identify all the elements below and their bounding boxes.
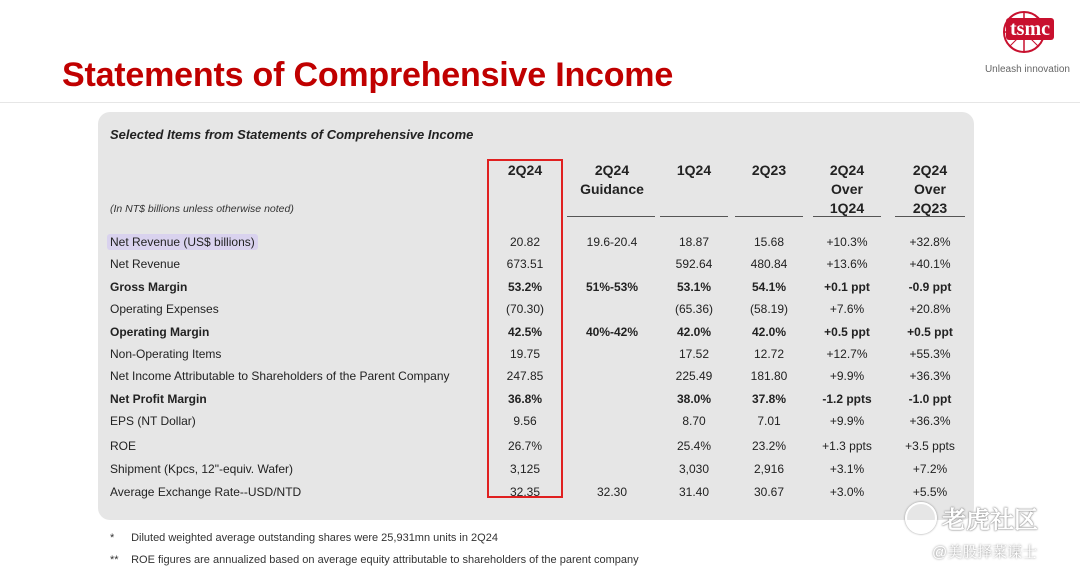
header-line: 2Q24	[829, 162, 865, 178]
cell-2q23: 42.0%	[751, 325, 787, 339]
cell-1q24: 18.87	[678, 235, 710, 249]
cell-2q24: 32.35	[509, 485, 541, 499]
cell-over-1q24: +10.3%	[826, 235, 868, 249]
cell-2q24: 3,125	[509, 462, 541, 476]
watermark-circle-icon	[905, 502, 937, 534]
column-header-over-2q23	[892, 161, 968, 218]
brand	[980, 8, 1070, 74]
cell-guidance: 51%-53%	[585, 280, 639, 294]
row-label-non-operating-items: Non-Operating Items	[110, 347, 222, 361]
row-label-shipment: Shipment (Kpcs, 12"-equiv. Wafer)	[110, 462, 293, 476]
cell-over-2q23: +36.3%	[909, 369, 951, 383]
cell-2q23: 480.84	[750, 257, 788, 271]
footnote-text: ROE figures are annualized based on average equity attributable to shareholders of the parent company	[131, 554, 639, 566]
row-label-roe: ROE	[110, 439, 137, 453]
row-label-net-revenue: Net Revenue	[110, 257, 181, 271]
header-rule	[735, 216, 803, 217]
cell-over-1q24: +3.0%	[829, 485, 865, 499]
cell-1q24: 25.4%	[676, 439, 712, 453]
column-header-2q23	[731, 161, 807, 180]
header-rule	[660, 216, 728, 217]
cell-2q23: 181.80	[750, 369, 788, 383]
cell-1q24: (65.36)	[674, 302, 714, 316]
cell-2q24: 20.82	[509, 235, 541, 249]
header-line: Over	[914, 181, 946, 197]
header-rule	[813, 216, 881, 217]
cell-2q24: 19.75	[509, 347, 541, 361]
cell-over-2q23: +36.3%	[909, 414, 951, 428]
cell-over-2q23: +20.8%	[909, 302, 951, 316]
cell-1q24: 592.64	[675, 257, 713, 271]
footnote-mark: *	[110, 532, 115, 544]
cell-2q24: 53.2%	[507, 280, 543, 294]
row-label-operating-expenses: Operating Expenses	[110, 302, 219, 316]
cell-1q24: 42.0%	[676, 325, 712, 339]
header-line: 1Q24	[829, 200, 865, 216]
cell-over-1q24: -1.2 ppts	[822, 392, 872, 406]
cell-over-1q24: +13.6%	[826, 257, 868, 271]
cell-2q23: 23.2%	[751, 439, 787, 453]
cell-2q23: 37.8%	[751, 392, 787, 406]
cell-1q24: 17.52	[678, 347, 710, 361]
cell-2q23: (58.19)	[749, 302, 789, 316]
cell-over-1q24: +9.9%	[829, 414, 865, 428]
table-caption: Selected Items from Statements of Comprehensive Income	[110, 127, 474, 142]
row-label-eps: EPS (NT Dollar)	[110, 414, 196, 428]
cell-over-2q23: -1.0 ppt	[908, 392, 952, 406]
brand-tagline: Unleash innovation	[984, 64, 1070, 75]
title-divider	[0, 102, 1080, 103]
highlighted-label: Net Revenue (US$ billions)	[107, 234, 258, 250]
cell-1q24: 225.49	[675, 369, 713, 383]
column-header-over-1q24	[809, 161, 885, 218]
cell-2q24: 9.56	[513, 414, 537, 428]
cell-guidance: 40%-42%	[585, 325, 639, 339]
cell-over-1q24: +0.5 ppt	[824, 325, 870, 339]
cell-guidance: 19.6-20.4	[586, 235, 638, 249]
row-label-net-income: Net Income Attributable to Shareholders of the Parent Company	[110, 369, 450, 383]
column-header-guidance	[567, 161, 657, 199]
header-rule	[567, 216, 655, 217]
header-line: 2Q23	[912, 200, 948, 216]
cell-2q24: 673.51	[506, 257, 544, 271]
cell-over-2q23: +7.2%	[912, 462, 948, 476]
watermark-community: 老虎社区	[942, 507, 1038, 534]
row-label-net-profit-margin: Net Profit Margin	[110, 392, 207, 406]
row-label-operating-margin: Operating Margin	[110, 325, 210, 339]
cell-1q24: 31.40	[678, 485, 710, 499]
cell-guidance: 32.30	[596, 485, 628, 499]
cell-over-2q23: -0.9 ppt	[908, 280, 952, 294]
cell-2q24: 247.85	[506, 369, 544, 383]
footnote-text: Diluted weighted average outstanding shares were 25,931mn units in 2Q24	[131, 532, 498, 544]
cell-2q24: 26.7%	[507, 439, 543, 453]
cell-2q23: 2,916	[753, 462, 785, 476]
units-note: (In NT$ billions unless otherwise noted)	[110, 203, 294, 215]
cell-2q23: 12.72	[753, 347, 785, 361]
footnote-diluted-shares	[110, 532, 498, 544]
row-label-net-revenue-usd	[110, 235, 258, 249]
cell-1q24: 8.70	[682, 414, 706, 428]
cell-over-2q23: +5.5%	[912, 485, 948, 499]
header-line: 2Q24	[507, 162, 543, 178]
header-line: 1Q24	[676, 162, 712, 178]
footnote-mark: **	[110, 554, 119, 566]
cell-1q24: 38.0%	[676, 392, 712, 406]
row-label-exchange-rate: Average Exchange Rate--USD/NTD	[110, 485, 302, 499]
cell-2q23: 54.1%	[751, 280, 787, 294]
cell-1q24: 3,030	[678, 462, 710, 476]
header-line: 2Q24	[594, 162, 630, 178]
header-line: 2Q23	[751, 162, 787, 178]
cell-over-2q23: +32.8%	[909, 235, 951, 249]
cell-over-2q23: +40.1%	[909, 257, 951, 271]
cell-over-1q24: +12.7%	[826, 347, 868, 361]
cell-over-2q23: +3.5 ppts	[905, 439, 955, 453]
cell-2q24: 42.5%	[507, 325, 543, 339]
cell-2q23: 15.68	[753, 235, 785, 249]
header-line: 2Q24	[912, 162, 948, 178]
cell-over-1q24: +9.9%	[829, 369, 865, 383]
column-header-1q24	[656, 161, 732, 180]
highlight-column-box	[487, 159, 563, 498]
header-rule	[895, 216, 965, 217]
cell-over-1q24: +7.6%	[829, 302, 865, 316]
cell-2q24: 36.8%	[507, 392, 543, 406]
header-line: Over	[831, 181, 863, 197]
cell-over-2q23: +0.5 ppt	[907, 325, 953, 339]
tsmc-logo	[1000, 10, 1048, 56]
cell-over-1q24: +1.3 ppts	[822, 439, 872, 453]
cell-over-1q24: +0.1 ppt	[824, 280, 870, 294]
cell-over-2q23: +55.3%	[909, 347, 951, 361]
row-label-gross-margin: Gross Margin	[110, 280, 188, 294]
cell-2q23: 7.01	[757, 414, 781, 428]
footnote-roe	[110, 554, 639, 566]
cell-2q24: (70.30)	[505, 302, 545, 316]
cell-2q23: 30.67	[753, 485, 785, 499]
cell-1q24: 53.1%	[676, 280, 712, 294]
logo-wordmark: tsmc	[1006, 18, 1054, 40]
cell-over-1q24: +3.1%	[829, 462, 865, 476]
page-title: Statements of Comprehensive Income	[62, 56, 674, 94]
header-line: Guidance	[580, 181, 644, 197]
watermark-handle: @美股择菜谋士	[932, 544, 1038, 561]
